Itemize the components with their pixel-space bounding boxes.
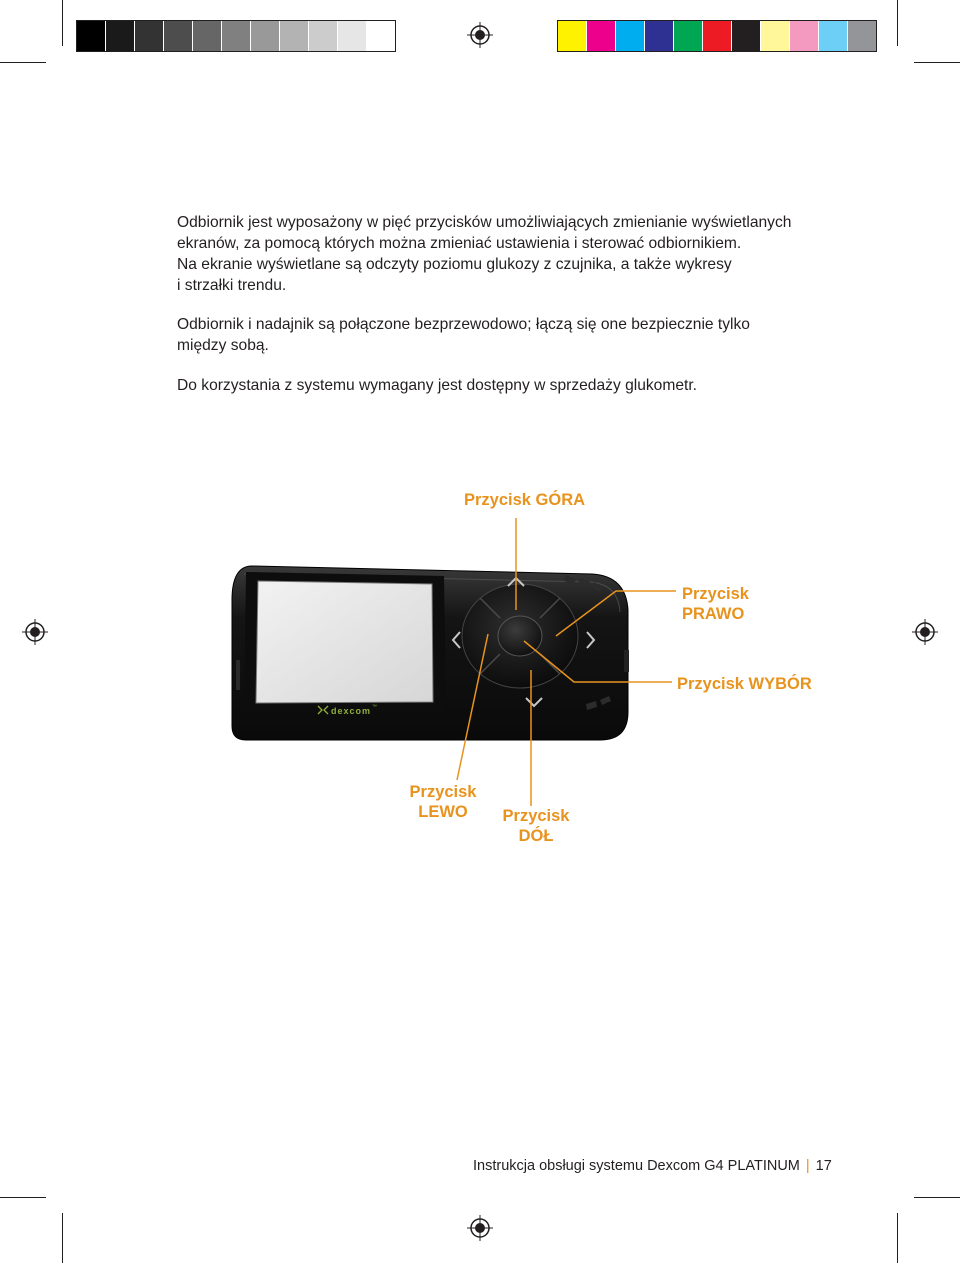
label-select-button: Przycisk WYBÓR: [677, 675, 812, 693]
text-line: Do korzystania z systemu wymagany jest dostępny w sprzedaży glukometr.: [177, 377, 698, 394]
text-line: Odbiornik jest wyposażony w pięć przycisków umożliwiających zmienianie wyświetlanych: [177, 214, 792, 231]
text-line: ekranów, za pomocą których można zmieniać ustawienia i sterować odbiornikiem.: [177, 235, 742, 252]
footer-separator: |: [805, 1158, 810, 1174]
label-up-button: Przycisk GÓRA: [464, 491, 586, 509]
text-line: Odbiornik i nadajnik są połączone bezprzewodowo; łączą się one bezpiecznie tylko: [177, 316, 750, 333]
device-screen: [256, 581, 433, 703]
label-left-button: Przycisk LEWO: [409, 783, 477, 821]
label-down-button: Przycisk DÓŁ: [502, 807, 570, 845]
device-logo: dexcom: [331, 706, 372, 716]
page-footer: [473, 1158, 832, 1174]
footer-title: Instrukcja obsługi systemu Dexcom G4 PLATINUM: [473, 1158, 800, 1174]
text-line: między sobą.: [177, 337, 269, 354]
text-line: i strzałki trendu.: [177, 277, 287, 294]
device-logo-tm: ™: [372, 704, 377, 710]
page-number: 17: [815, 1158, 832, 1174]
label-right-button: Przycisk PRAWO: [682, 585, 749, 623]
text-line: Na ekranie wyświetlane są odczyty poziomu glukozy z czujnika, a także wykresy: [177, 256, 732, 273]
